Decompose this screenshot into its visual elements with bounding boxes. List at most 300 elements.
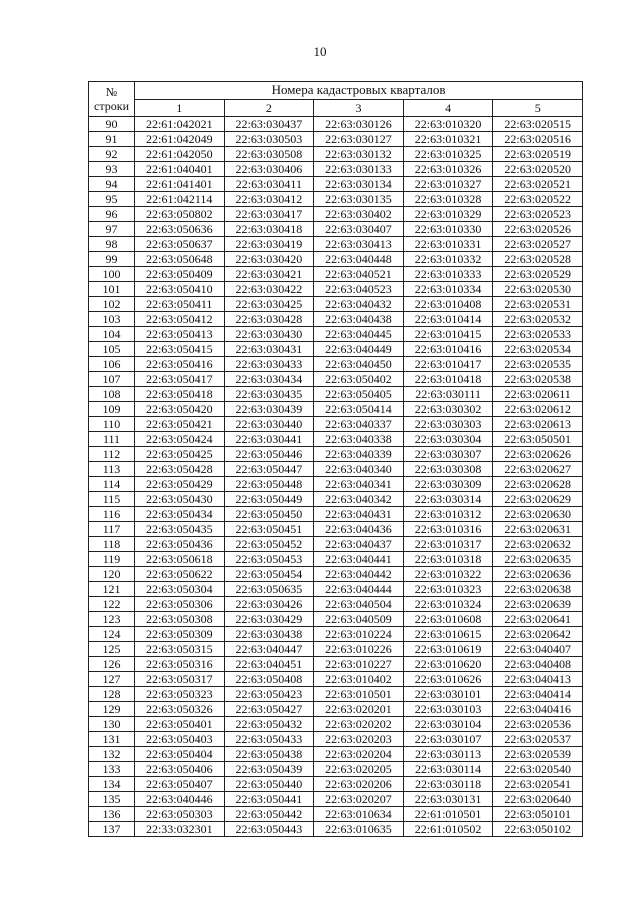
cadastral-number-cell: 22:63:030420 (224, 252, 314, 267)
cadastral-number-cell: 22:63:020535 (493, 357, 583, 372)
cadastral-number-cell: 22:63:020530 (493, 282, 583, 297)
cadastral-number-cell: 22:63:010333 (403, 267, 493, 282)
row-number-cell: 118 (89, 537, 135, 552)
row-number-cell: 110 (89, 417, 135, 432)
cadastral-number-cell: 22:63:010317 (403, 537, 493, 552)
cadastral-number-cell: 22:63:020641 (493, 612, 583, 627)
row-number-cell: 100 (89, 267, 135, 282)
cadastral-number-cell: 22:63:020611 (493, 387, 583, 402)
cadastral-number-cell: 22:63:040341 (314, 477, 404, 492)
cadastral-number-cell: 22:63:010332 (403, 252, 493, 267)
cadastral-number-cell: 22:63:020536 (493, 717, 583, 732)
cadastral-number-cell: 22:63:040449 (314, 342, 404, 357)
cadastral-number-cell: 22:63:050501 (493, 432, 583, 447)
cadastral-number-cell: 22:63:050423 (224, 687, 314, 702)
cadastral-number-cell: 22:63:050442 (224, 807, 314, 822)
row-number-cell: 122 (89, 597, 135, 612)
cadastral-number-cell: 22:63:030419 (224, 237, 314, 252)
cadastral-number-cell: 22:63:020515 (493, 117, 583, 132)
cadastral-number-cell: 22:63:050306 (135, 597, 225, 612)
cadastral-number-cell: 22:63:020642 (493, 627, 583, 642)
cadastral-number-cell: 22:63:040444 (314, 582, 404, 597)
cadastral-number-cell: 22:63:020539 (493, 747, 583, 762)
cadastral-number-cell: 22:63:030422 (224, 282, 314, 297)
cadastral-number-cell: 22:63:050430 (135, 492, 225, 507)
cadastral-number-cell: 22:63:050326 (135, 702, 225, 717)
cadastral-number-cell: 22:63:020519 (493, 147, 583, 162)
table-row (89, 282, 583, 297)
cadastral-number-cell: 22:63:020631 (493, 522, 583, 537)
cadastral-number-cell: 22:63:040338 (314, 432, 404, 447)
row-number-cell: 131 (89, 732, 135, 747)
cadastral-number-cell: 22:63:040446 (135, 792, 225, 807)
table-row (89, 822, 583, 837)
table-row (89, 447, 583, 462)
row-number-cell: 99 (89, 252, 135, 267)
cadastral-number-cell: 22:63:030402 (314, 207, 404, 222)
cadastral-number-cell: 22:61:042049 (135, 132, 225, 147)
cadastral-number-cell: 22:63:020538 (493, 372, 583, 387)
cadastral-number-cell: 22:63:050428 (135, 462, 225, 477)
table-row (89, 342, 583, 357)
cadastral-number-cell: 22:63:030430 (224, 327, 314, 342)
row-number-cell: 134 (89, 777, 135, 792)
cadastral-number-cell: 22:61:042050 (135, 147, 225, 162)
row-number-cell: 130 (89, 717, 135, 732)
cadastral-number-cell: 22:63:050648 (135, 252, 225, 267)
cadastral-number-cell: 22:63:050443 (224, 822, 314, 837)
cadastral-number-cell: 22:63:030107 (403, 732, 493, 747)
cadastral-number-cell: 22:63:050450 (224, 507, 314, 522)
cadastral-number-cell: 22:63:050635 (224, 582, 314, 597)
cadastral-number-cell: 22:63:030411 (224, 177, 314, 192)
cadastral-number-cell: 22:63:010414 (403, 312, 493, 327)
cadastral-number-cell: 22:63:010634 (314, 807, 404, 822)
row-number-cell: 102 (89, 297, 135, 312)
cadastral-number-cell: 22:63:020531 (493, 297, 583, 312)
cadastral-number-cell: 22:63:030406 (224, 162, 314, 177)
cadastral-number-cell: 22:63:020523 (493, 207, 583, 222)
row-number-cell: 119 (89, 552, 135, 567)
cadastral-number-cell: 22:63:040504 (314, 597, 404, 612)
cadastral-number-cell: 22:63:020635 (493, 552, 583, 567)
cadastral-number-cell: 22:63:030441 (224, 432, 314, 447)
cadastral-number-cell: 22:63:040413 (493, 672, 583, 687)
cadastral-number-cell: 22:63:020639 (493, 597, 583, 612)
row-number-cell: 103 (89, 312, 135, 327)
cadastral-number-cell: 22:63:050434 (135, 507, 225, 522)
cadastral-number-cell: 22:63:030431 (224, 342, 314, 357)
table-row (89, 567, 583, 582)
cadastral-number-cell: 22:63:050323 (135, 687, 225, 702)
cadastral-number-cell: 22:63:030113 (403, 747, 493, 762)
row-number-cell: 96 (89, 207, 135, 222)
cadastral-number-cell: 22:63:050308 (135, 612, 225, 627)
row-number-cell: 101 (89, 282, 135, 297)
row-number-cell: 133 (89, 762, 135, 777)
cadastral-number-cell: 22:63:050410 (135, 282, 225, 297)
cadastral-number-cell: 22:63:050451 (224, 522, 314, 537)
cadastral-number-cell: 22:63:050436 (135, 537, 225, 552)
cadastral-number-cell: 22:61:010502 (403, 822, 493, 837)
cadastral-number-cell: 22:63:030434 (224, 372, 314, 387)
cadastral-number-cell: 22:63:050316 (135, 657, 225, 672)
table-row (89, 687, 583, 702)
row-number-cell: 125 (89, 642, 135, 657)
cadastral-number-cell: 22:63:030426 (224, 597, 314, 612)
cadastral-number-cell: 22:61:042114 (135, 192, 225, 207)
cadastral-number-cell: 22:63:020632 (493, 537, 583, 552)
cadastral-number-cell: 22:63:030134 (314, 177, 404, 192)
table-row (89, 402, 583, 417)
table-row (89, 372, 583, 387)
cadastral-number-cell: 22:63:040436 (314, 522, 404, 537)
cadastral-quarters-table (88, 81, 583, 837)
cadastral-number-cell: 22:63:020540 (493, 762, 583, 777)
cadastral-number-cell: 22:33:032301 (135, 822, 225, 837)
cadastral-number-cell: 22:63:050304 (135, 582, 225, 597)
cadastral-number-cell: 22:63:010323 (403, 582, 493, 597)
cadastral-number-cell: 22:63:050618 (135, 552, 225, 567)
cadastral-number-cell: 22:63:020205 (314, 762, 404, 777)
table-row (89, 582, 583, 597)
cadastral-number-cell: 22:63:020629 (493, 492, 583, 507)
cadastral-number-cell: 22:63:020532 (493, 312, 583, 327)
cadastral-number-cell: 22:63:020612 (493, 402, 583, 417)
cadastral-number-cell: 22:63:040445 (314, 327, 404, 342)
cadastral-number-cell: 22:63:020534 (493, 342, 583, 357)
cadastral-number-cell: 22:63:020640 (493, 792, 583, 807)
row-number-cell: 107 (89, 372, 135, 387)
table-row (89, 432, 583, 447)
cadastral-number-cell: 22:63:010227 (314, 657, 404, 672)
table-row (89, 417, 583, 432)
cadastral-number-cell: 22:63:030503 (224, 132, 314, 147)
cadastral-number-cell: 22:63:010501 (314, 687, 404, 702)
cadastral-number-cell: 22:63:050315 (135, 642, 225, 657)
cadastral-number-cell: 22:63:030412 (224, 192, 314, 207)
cadastral-number-cell: 22:63:010312 (403, 507, 493, 522)
cadastral-number-cell: 22:63:050449 (224, 492, 314, 507)
row-number-cell: 126 (89, 657, 135, 672)
row-number-cell: 98 (89, 237, 135, 252)
cadastral-number-cell: 22:63:010408 (403, 297, 493, 312)
cadastral-number-cell: 22:63:040407 (493, 642, 583, 657)
cadastral-number-cell: 22:63:050438 (224, 747, 314, 762)
cadastral-number-cell: 22:63:040442 (314, 567, 404, 582)
cadastral-number-cell: 22:63:050454 (224, 567, 314, 582)
cadastral-number-cell: 22:63:010327 (403, 177, 493, 192)
cadastral-number-cell: 22:63:040431 (314, 507, 404, 522)
cadastral-number-cell: 22:63:040448 (314, 252, 404, 267)
row-number-cell: 116 (89, 507, 135, 522)
cadastral-number-cell: 22:63:040432 (314, 297, 404, 312)
cadastral-number-cell: 22:63:030111 (403, 387, 493, 402)
cadastral-number-cell: 22:63:050802 (135, 207, 225, 222)
cadastral-number-cell: 22:63:010322 (403, 567, 493, 582)
cadastral-number-cell: 22:63:040339 (314, 447, 404, 462)
cadastral-number-cell: 22:63:020626 (493, 447, 583, 462)
cadastral-number-cell: 22:63:010416 (403, 342, 493, 357)
table-row (89, 612, 583, 627)
cadastral-number-cell: 22:63:050622 (135, 567, 225, 582)
cadastral-number-cell: 22:61:010501 (403, 807, 493, 822)
cadastral-number-cell: 22:63:020638 (493, 582, 583, 597)
cadastral-number-cell: 22:63:020528 (493, 252, 583, 267)
cadastral-number-cell: 22:63:050439 (224, 762, 314, 777)
cadastral-number-cell: 22:63:010418 (403, 372, 493, 387)
cadastral-number-cell: 22:63:050448 (224, 477, 314, 492)
row-number-cell: 91 (89, 132, 135, 147)
cadastral-number-cell: 22:63:040509 (314, 612, 404, 627)
row-number-header-word: строки (94, 99, 129, 113)
table-row (89, 642, 583, 657)
cadastral-number-cell: 22:63:050412 (135, 312, 225, 327)
table-row (89, 387, 583, 402)
cadastral-number-cell: 22:63:030418 (224, 222, 314, 237)
cadastral-number-cell: 22:63:010619 (403, 642, 493, 657)
cadastral-number-cell: 22:63:030421 (224, 267, 314, 282)
cadastral-number-cell: 22:63:010330 (403, 222, 493, 237)
cadastral-number-cell: 22:63:050440 (224, 777, 314, 792)
table-row (89, 702, 583, 717)
cadastral-number-cell: 22:63:020537 (493, 732, 583, 747)
row-number-cell: 108 (89, 387, 135, 402)
table-row (89, 237, 583, 252)
row-number-cell: 135 (89, 792, 135, 807)
cadastral-number-cell: 22:63:050417 (135, 372, 225, 387)
cadastral-number-cell: 22:63:030433 (224, 357, 314, 372)
row-number-cell: 93 (89, 162, 135, 177)
cadastral-number-cell: 22:63:040416 (493, 702, 583, 717)
table-row (89, 162, 583, 177)
cadastral-number-cell: 22:63:030407 (314, 222, 404, 237)
row-number-cell: 121 (89, 582, 135, 597)
table-row (89, 522, 583, 537)
cadastral-number-cell: 22:63:050405 (314, 387, 404, 402)
cadastral-number-cell: 22:63:050303 (135, 807, 225, 822)
cadastral-number-cell: 22:63:050101 (493, 807, 583, 822)
cadastral-number-cell: 22:63:050406 (135, 762, 225, 777)
table-row (89, 267, 583, 282)
cadastral-number-cell: 22:63:050433 (224, 732, 314, 747)
column-number-header: 5 (493, 99, 583, 117)
table-row (89, 297, 583, 312)
row-number-cell: 114 (89, 477, 135, 492)
cadastral-number-cell: 22:63:020520 (493, 162, 583, 177)
cadastral-number-cell: 22:63:050447 (224, 462, 314, 477)
cadastral-number-cell: 22:63:020527 (493, 237, 583, 252)
cadastral-number-cell: 22:63:040451 (224, 657, 314, 672)
table-row (89, 357, 583, 372)
cadastral-number-cell: 22:63:050429 (135, 477, 225, 492)
cadastral-number-cell: 22:63:020533 (493, 327, 583, 342)
cadastral-number-cell: 22:63:030428 (224, 312, 314, 327)
cadastral-number-cell: 22:63:050418 (135, 387, 225, 402)
cadastral-number-cell: 22:63:030308 (403, 462, 493, 477)
cadastral-number-cell: 22:63:050421 (135, 417, 225, 432)
cadastral-number-cell: 22:63:050453 (224, 552, 314, 567)
row-number-header (89, 82, 135, 117)
cadastral-number-cell: 22:63:030302 (403, 402, 493, 417)
row-number-cell: 97 (89, 222, 135, 237)
cadastral-number-cell: 22:63:050637 (135, 237, 225, 252)
cadastral-number-cell: 22:63:010334 (403, 282, 493, 297)
cadastral-number-cell: 22:63:030135 (314, 192, 404, 207)
cadastral-number-cell: 22:63:040447 (224, 642, 314, 657)
cadastral-number-cell: 22:63:020613 (493, 417, 583, 432)
row-number-cell: 132 (89, 747, 135, 762)
cadastral-number-cell: 22:63:020526 (493, 222, 583, 237)
table-row (89, 147, 583, 162)
cadastral-number-cell: 22:63:050427 (224, 702, 314, 717)
cadastral-number-cell: 22:63:050404 (135, 747, 225, 762)
cadastral-number-cell: 22:63:050414 (314, 402, 404, 417)
cadastral-number-cell: 22:63:030439 (224, 402, 314, 417)
cadastral-number-cell: 22:63:050411 (135, 297, 225, 312)
column-number-header: 2 (224, 99, 314, 117)
cadastral-number-cell: 22:63:050636 (135, 222, 225, 237)
cadastral-number-cell: 22:63:050102 (493, 822, 583, 837)
cadastral-number-cell: 22:63:040342 (314, 492, 404, 507)
cadastral-number-cell: 22:63:020627 (493, 462, 583, 477)
cadastral-number-cell: 22:63:030304 (403, 432, 493, 447)
cadastral-number-cell: 22:63:030126 (314, 117, 404, 132)
row-number-cell: 111 (89, 432, 135, 447)
cadastral-number-cell: 22:63:040337 (314, 417, 404, 432)
row-number-cell: 115 (89, 492, 135, 507)
cadastral-number-cell: 22:63:010608 (403, 612, 493, 627)
table-row (89, 597, 583, 612)
cadastral-number-cell: 22:63:030131 (403, 792, 493, 807)
table-row (89, 477, 583, 492)
cadastral-number-cell: 22:63:010615 (403, 627, 493, 642)
cadastral-number-cell: 22:63:050409 (135, 267, 225, 282)
cadastral-number-cell: 22:63:010402 (314, 672, 404, 687)
table-row (89, 717, 583, 732)
table-row (89, 552, 583, 567)
cadastral-number-cell: 22:63:050415 (135, 342, 225, 357)
cadastral-number-cell: 22:63:010324 (403, 597, 493, 612)
table-row (89, 777, 583, 792)
row-number-cell: 124 (89, 627, 135, 642)
cadastral-number-cell: 22:63:010620 (403, 657, 493, 672)
row-number-cell: 95 (89, 192, 135, 207)
cadastral-number-cell: 22:63:020630 (493, 507, 583, 522)
page-number: 10 (313, 44, 327, 59)
cadastral-number-cell: 22:63:010635 (314, 822, 404, 837)
cadastral-number-cell: 22:63:030103 (403, 702, 493, 717)
cadastral-number-cell: 22:63:030413 (314, 237, 404, 252)
cadastral-number-cell: 22:63:010226 (314, 642, 404, 657)
cadastral-number-cell: 22:63:010417 (403, 357, 493, 372)
cadastral-number-cell: 22:63:010626 (403, 672, 493, 687)
table-header (89, 82, 583, 117)
column-number-header: 1 (135, 99, 225, 117)
row-number-cell: 109 (89, 402, 135, 417)
column-number-header: 4 (403, 99, 493, 117)
row-number-cell: 117 (89, 522, 135, 537)
cadastral-number-cell: 22:63:040523 (314, 282, 404, 297)
cadastral-number-cell: 22:63:020521 (493, 177, 583, 192)
cadastral-number-cell: 22:63:040521 (314, 267, 404, 282)
cadastral-number-cell: 22:63:030438 (224, 627, 314, 642)
row-number-cell: 129 (89, 702, 135, 717)
cadastral-number-cell: 22:63:050435 (135, 522, 225, 537)
cadastral-number-cell: 22:63:010321 (403, 132, 493, 147)
cadastral-number-cell: 22:63:050309 (135, 627, 225, 642)
cadastral-number-cell: 22:63:030314 (403, 492, 493, 507)
cadastral-number-cell: 22:63:050407 (135, 777, 225, 792)
table-row (89, 222, 583, 237)
cadastral-number-cell: 22:63:010325 (403, 147, 493, 162)
cadastral-number-cell: 22:63:030429 (224, 612, 314, 627)
cadastral-number-cell: 22:63:040408 (493, 657, 583, 672)
row-number-cell: 113 (89, 462, 135, 477)
cadastral-number-cell: 22:63:050452 (224, 537, 314, 552)
cadastral-number-cell: 22:63:050424 (135, 432, 225, 447)
table-row (89, 672, 583, 687)
cadastral-number-cell: 22:63:040437 (314, 537, 404, 552)
table-row (89, 312, 583, 327)
column-group-header: Номера кадастровых кварталов (135, 82, 583, 100)
cadastral-number-cell: 22:63:040340 (314, 462, 404, 477)
cadastral-number-cell: 22:63:030309 (403, 477, 493, 492)
column-number-header: 3 (314, 99, 404, 117)
cadastral-number-cell: 22:61:041401 (135, 177, 225, 192)
row-number-cell: 127 (89, 672, 135, 687)
cadastral-number-cell: 22:63:010329 (403, 207, 493, 222)
cadastral-number-cell: 22:63:050432 (224, 717, 314, 732)
row-number-cell: 128 (89, 687, 135, 702)
cadastral-number-cell: 22:63:030307 (403, 447, 493, 462)
table-row (89, 732, 583, 747)
cadastral-number-cell: 22:63:050441 (224, 792, 314, 807)
cadastral-number-cell: 22:63:050317 (135, 672, 225, 687)
cadastral-number-cell: 22:63:030425 (224, 297, 314, 312)
row-number-header-symbol: № (105, 85, 118, 99)
cadastral-number-cell: 22:63:020522 (493, 192, 583, 207)
cadastral-number-cell: 22:63:050416 (135, 357, 225, 372)
cadastral-number-cell: 22:63:010224 (314, 627, 404, 642)
table-row (89, 207, 583, 222)
cadastral-number-cell: 22:63:030440 (224, 417, 314, 432)
cadastral-number-cell: 22:63:050420 (135, 402, 225, 417)
cadastral-number-cell: 22:63:030303 (403, 417, 493, 432)
cadastral-number-cell: 22:63:010415 (403, 327, 493, 342)
cadastral-number-cell: 22:63:030101 (403, 687, 493, 702)
row-number-cell: 120 (89, 567, 135, 582)
table-row (89, 747, 583, 762)
table-row (89, 117, 583, 132)
cadastral-number-cell: 22:63:050401 (135, 717, 225, 732)
table-row (89, 762, 583, 777)
cadastral-number-cell: 22:63:010331 (403, 237, 493, 252)
cadastral-number-cell: 22:63:020529 (493, 267, 583, 282)
cadastral-number-cell: 22:63:050446 (224, 447, 314, 462)
table-row (89, 192, 583, 207)
table-body (89, 117, 583, 837)
cadastral-number-cell: 22:63:020204 (314, 747, 404, 762)
cadastral-number-cell: 22:63:050413 (135, 327, 225, 342)
row-number-cell: 90 (89, 117, 135, 132)
row-number-cell: 112 (89, 447, 135, 462)
cadastral-number-cell: 22:63:050402 (314, 372, 404, 387)
cadastral-number-cell: 22:63:020206 (314, 777, 404, 792)
cadastral-number-cell: 22:63:020628 (493, 477, 583, 492)
table-row (89, 462, 583, 477)
cadastral-number-cell: 22:63:010326 (403, 162, 493, 177)
